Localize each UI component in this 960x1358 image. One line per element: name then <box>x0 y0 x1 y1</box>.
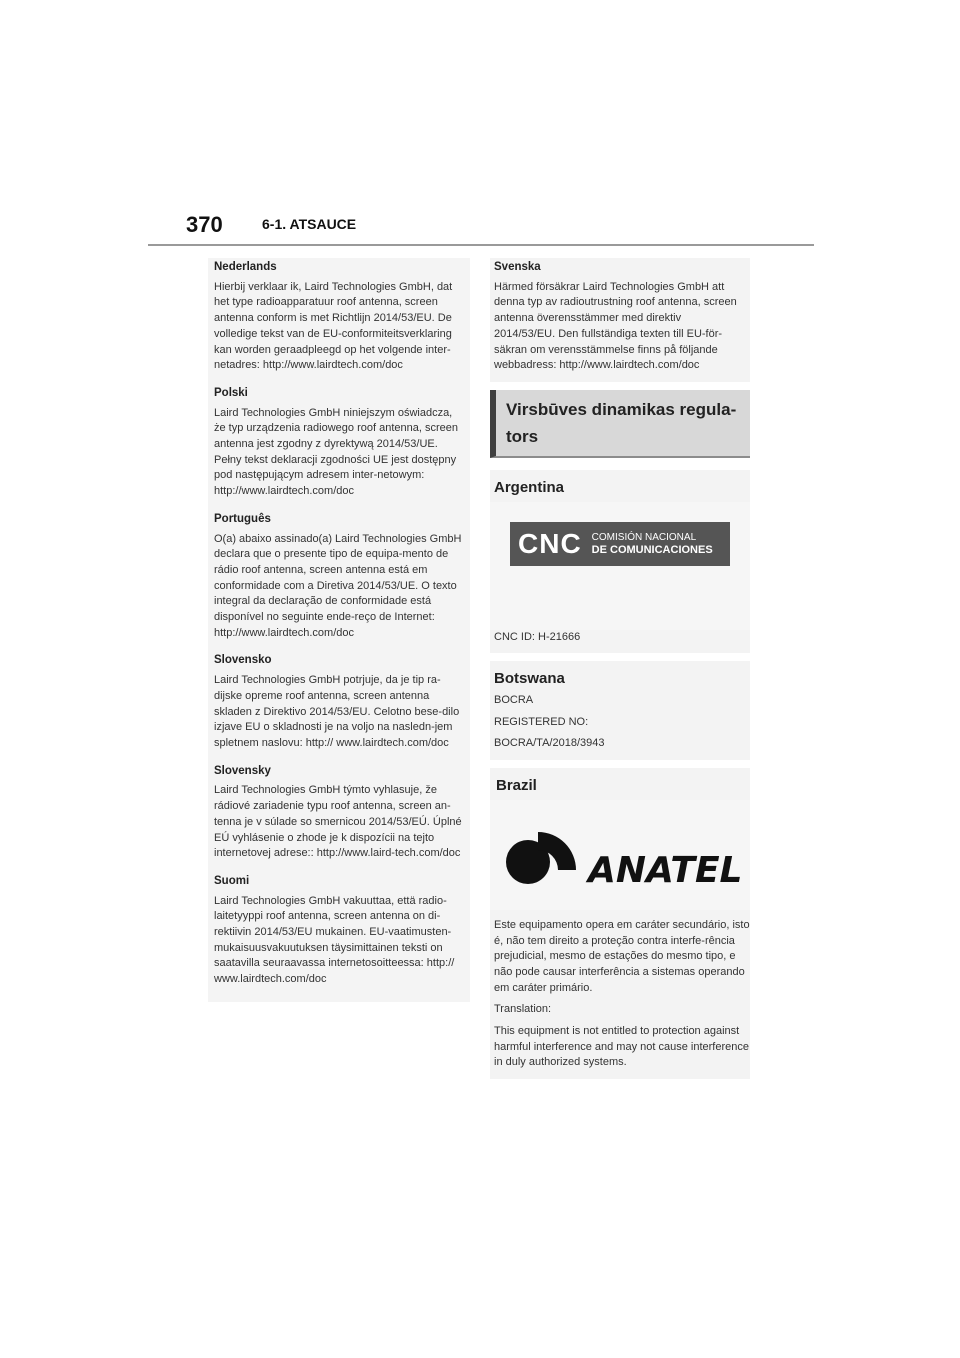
botswana-line-2: REGISTERED NO: <box>494 715 589 728</box>
right-column <box>490 258 750 1087</box>
section-body-svenska: Härmed försäkrar Laird Technologies GmbH att denna typ av radioutrustning roof antenna, screen antenna överensstämmer med direktiv 2014/53/EU. Den fullständiga texten till EU-för-säkran om verensstämmelse finns på följande webbadress: http://www.lairdtech.com/doc <box>494 280 737 372</box>
section-heading-slovensko: Slovensko <box>214 654 272 667</box>
section-body-suomi: Laird Technologies GmbH vakuuttaa, että radio-laitetyyppi roof antenna, screen antenna on di-rektiivin 2014/53/EU mukainen. EU-vaatimusten-mukaisuusvakuutuksen täysimittainen teksti on saatavilla seuraavassa internetosoitteessa: http:// www.lairdtech.com/doc <box>214 894 455 986</box>
section-body-slovensko: Laird Technologies GmbH potrjuje, da je tip ra-dijske opreme roof antenna, screen antenna skladen z Direktivo 2014/53/EU. Celotno bese-dilo izjave EU o skladnosti je na voljo na nasledn-jem spletnem naslovu: http:// www.lairdtech.com/doc <box>214 674 460 749</box>
brazil-english-text: This equipment is not entitled to protection against harmful interference and may not cause interference in duly authorized systems. <box>494 1025 749 1069</box>
brazil-portuguese-text: Este equipamento opera em caráter secundário, isto é, não tem direito a proteção contra interfe-rência prejudicial, mesmo de estações do mesmo tipo, e não pode causar interferência a sistemas operando em caráter primário. <box>494 918 750 994</box>
anatel-logo <box>498 810 748 900</box>
cnc-logo-line2: DE COMUNICACIONES <box>591 543 713 556</box>
svenska-panel <box>490 258 750 382</box>
argentina-heading: Argentina <box>494 478 565 496</box>
regulator-heading: Virsbūves dinamikas regula-tors <box>490 390 750 458</box>
left-column-panel <box>208 258 470 1002</box>
section-body-portugues: O(a) abaixo assinado(a) Laird Technologies GmbH declara que o presente tipo de equipa-mento de rádio roof antenna, screen antenna está em conformidade com a Diretiva 2014/53/UE. O texto integral da declaração de conformidade está disponível no seguinte ende-reço de Internet: http://www.lairdtech.com/doc <box>214 532 462 639</box>
cnc-logo <box>510 522 730 566</box>
botswana-heading: Botswana <box>494 670 565 688</box>
cnc-logo-area <box>490 502 750 630</box>
botswana-panel <box>490 661 750 760</box>
cnc-logo-text <box>592 531 713 557</box>
section-body-nederlands: Hierbij verklaar ik, Laird Technologies GmbH, dat het type radioapparatuur roof antenna, screen antenna conform is met Richtlijn 2014/53/EU. De volledige tekst van de EU-conformiteitsverklaring kan worden geraadpleegd op het volgende inter-netadres: http://www.lairdtech.com/doc <box>214 280 453 372</box>
section-heading-nederlands: Nederlands <box>214 261 277 273</box>
cnc-id: CNC ID: H-21666 <box>494 630 581 643</box>
left-column <box>208 258 470 1010</box>
botswana-line-1: BOCRA <box>494 694 534 707</box>
section-heading-portugues: Português <box>214 512 271 525</box>
header-divider <box>148 244 814 246</box>
section-title: 6-1. ATSAUCE <box>262 216 357 232</box>
argentina-panel <box>490 470 750 653</box>
section-heading-svenska: Svenska <box>494 261 541 273</box>
section-heading-suomi: Suomi <box>214 874 250 887</box>
section-heading-polski: Polski <box>214 386 248 399</box>
anatel-logo-area <box>490 800 750 910</box>
section-heading-slovensky: Slovensky <box>214 764 271 777</box>
cnc-logo-line1: COMISIÓN NACIONAL <box>591 531 697 543</box>
page-number: 370 <box>186 212 223 237</box>
cnc-logo-letters: CNC <box>518 527 582 559</box>
anatel-logo-word: ANATEL <box>588 849 743 891</box>
brazil-panel <box>490 768 750 1079</box>
brazil-heading: Brazil <box>496 777 537 795</box>
section-body-slovensky: Laird Technologies GmbH týmto vyhlasuje, že rádiové zariadenie typu roof antenna, screen an-tenna je v súlade so smernicou 2014/53/EÚ. Úplné EÚ vyhlásenie o zhode je k dispozícii na tejto internetovej adrese:: http://www.laird-tech.com/doc <box>214 784 462 860</box>
section-body-polski: Laird Technologies GmbH niniejszym oświadcza, że typ urządzenia radiowego roof antenna, screen antenna jest zgodny z dyrektywą 2014/53/UE. Pełny tekst deklaracji zgodności UE jest dostępny pod następującym adresem inter-netowym: http://www.lairdtech.com/doc <box>214 406 458 498</box>
translation-label: Translation: <box>494 1003 552 1016</box>
botswana-line-3: BOCRA/TA/2018/3943 <box>494 737 605 750</box>
